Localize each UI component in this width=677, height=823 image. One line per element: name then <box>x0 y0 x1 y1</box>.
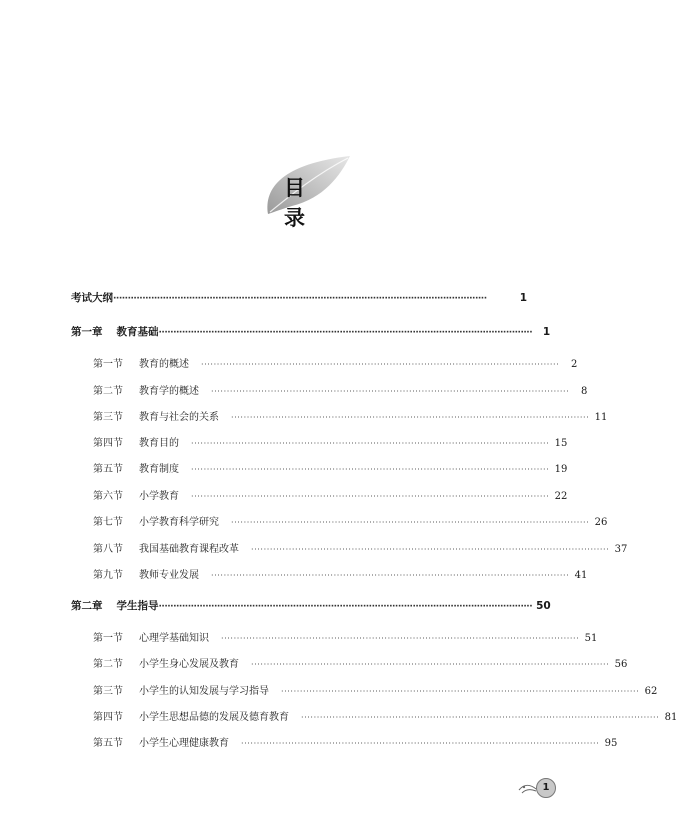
page-ref: 41 <box>574 570 588 581</box>
page-ref: 95 <box>604 738 618 749</box>
page-ref: 1 <box>519 292 527 304</box>
dot-leader: ·················································································································· <box>241 739 600 748</box>
section-number: 第五节 <box>93 738 123 749</box>
section-title: 教育制度 <box>139 464 179 475</box>
dot-leader: ·················································································································· <box>191 492 550 501</box>
toc-entry-section[interactable] <box>93 355 578 370</box>
page-ref: 1 <box>542 326 551 338</box>
toc-entry-section[interactable] <box>93 460 568 475</box>
toc-entry-chapter-2[interactable] <box>71 598 551 613</box>
section-title: 心理学基础知识 <box>139 633 209 644</box>
section-number: 第一节 <box>93 633 123 644</box>
page-ref: 56 <box>614 659 628 670</box>
toc-entry-section[interactable] <box>93 513 608 528</box>
toc-entry-section[interactable] <box>93 655 628 670</box>
toc-entry-section[interactable] <box>93 708 677 723</box>
dot-leader: ································································································································ <box>158 328 533 338</box>
page-ref: 15 <box>554 438 568 449</box>
section-title: 小学教育科学研究 <box>139 517 219 528</box>
section-title: 我国基础教育课程改革 <box>139 544 239 555</box>
toc-entry-section[interactable] <box>93 434 568 449</box>
dot-leader: ·················································································································· <box>211 571 570 580</box>
toc-entry-section[interactable] <box>93 540 628 555</box>
toc-entry-section[interactable] <box>93 382 588 397</box>
section-number: 第八节 <box>93 544 123 555</box>
section-number: 第三节 <box>93 412 123 423</box>
entry-label: 考试大纲 <box>71 292 113 304</box>
page-ref: 19 <box>554 464 568 475</box>
toc-title-block <box>262 154 354 230</box>
section-title: 教育目的 <box>139 438 179 449</box>
page-ref: 22 <box>554 491 568 502</box>
page-ref: 2 <box>570 359 578 370</box>
section-title: 小学教育 <box>139 491 179 502</box>
dot-leader: ·················································································································· <box>231 413 590 422</box>
section-number: 第二节 <box>93 386 123 397</box>
toc-entry-section[interactable] <box>93 487 568 502</box>
section-number: 第九节 <box>93 570 123 581</box>
dot-leader: ·················································································································· <box>201 360 560 369</box>
section-title: 小学生心理健康教育 <box>139 738 229 749</box>
section-title: 小学生思想品德的发展及德育教育 <box>139 712 289 723</box>
section-number: 第四节 <box>93 438 123 449</box>
section-title: 教育学的概述 <box>139 386 199 397</box>
dot-leader: ·················································································································· <box>231 518 590 527</box>
section-number: 第二节 <box>93 659 123 670</box>
section-title: 小学生的认知发展与学习指导 <box>139 686 269 697</box>
dot-leader: ·················································································································· <box>251 545 610 554</box>
section-title: 教育与社会的关系 <box>139 412 219 423</box>
section-number: 第五节 <box>93 464 123 475</box>
chapter-title: 学生指导 <box>116 600 159 612</box>
toc-entry-exam-outline[interactable] <box>71 290 527 305</box>
page-ref: 26 <box>594 517 608 528</box>
dot-leader: ·················································································································· <box>211 387 570 396</box>
dot-leader: ·················································································································· <box>221 634 580 643</box>
section-title: 小学生身心发展及教育 <box>139 659 239 670</box>
toc-entry-section[interactable] <box>93 682 658 697</box>
section-number: 第四节 <box>93 712 123 723</box>
dot-leader: ·················································································································· <box>251 660 610 669</box>
page-ref: 62 <box>644 686 658 697</box>
dot-leader: ·················································································································· <box>191 465 550 474</box>
toc-entry-section[interactable] <box>93 408 608 423</box>
chapter-label: 第一章 <box>71 326 103 338</box>
page-ref: 81 <box>664 712 677 723</box>
page-ref: 50 <box>536 600 551 612</box>
chapter-label: 第二章 <box>71 600 103 612</box>
dot-leader: ·················································································································· <box>191 439 550 448</box>
dot-leader: ·················································································································· <box>301 713 660 722</box>
section-number: 第七节 <box>93 517 123 528</box>
section-title: 教师专业发展 <box>139 570 199 581</box>
page-title: 目 录 <box>284 175 315 230</box>
page-number: 1 <box>536 778 556 798</box>
toc-entry-section[interactable] <box>93 629 598 644</box>
toc-entry-section[interactable] <box>93 734 618 749</box>
toc-entry-chapter-1[interactable] <box>71 324 551 339</box>
page-ref: 8 <box>580 386 588 397</box>
section-number: 第一节 <box>93 359 123 370</box>
toc-entry-section[interactable] <box>93 566 588 581</box>
chapter-title: 教育基础 <box>116 326 159 338</box>
dot-leader: ·················································································································· <box>281 687 640 696</box>
page-ref: 11 <box>594 412 608 423</box>
section-title: 教育的概述 <box>139 359 189 370</box>
section-number: 第三节 <box>93 686 123 697</box>
dot-leader: ································································································································ <box>158 602 533 612</box>
page-ref: 37 <box>614 544 628 555</box>
page-number-badge <box>518 776 554 802</box>
dot-leader: ································································································································ <box>113 294 487 304</box>
section-number: 第六节 <box>93 491 123 502</box>
page-ref: 51 <box>584 633 598 644</box>
